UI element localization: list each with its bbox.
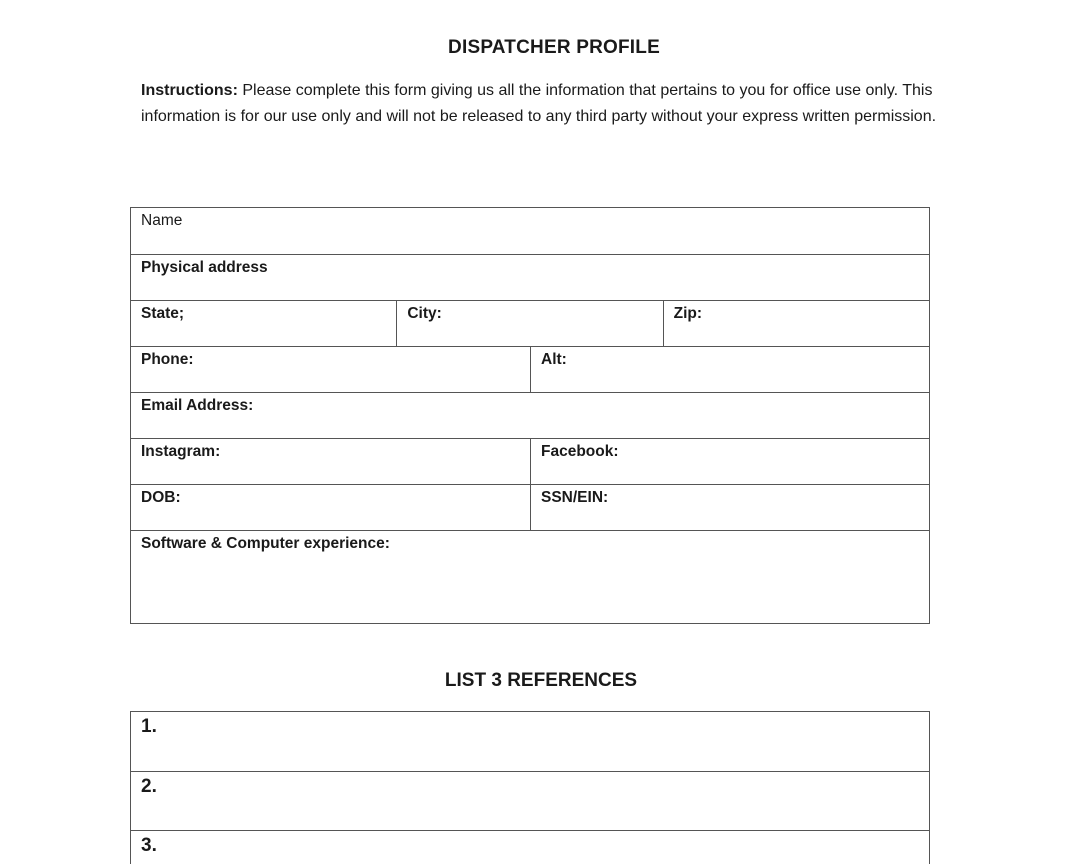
- city-field[interactable]: City:: [396, 301, 662, 346]
- reference-row-1[interactable]: 1.: [141, 716, 157, 737]
- name-row: [131, 208, 929, 254]
- references-table: [130, 711, 930, 864]
- instructions-text: Please complete this form giving us all the information that pertains to you for office use only. This information is for our use only and will not be released to any third party without your express written permission.: [141, 82, 937, 125]
- ssn-ein-field[interactable]: SSN/EIN:: [530, 485, 929, 530]
- phone-field[interactable]: Phone:: [141, 351, 194, 368]
- page-title: DISPATCHER PROFILE: [448, 37, 660, 58]
- profile-form-table: [130, 207, 930, 624]
- facebook-field[interactable]: Facebook:: [530, 439, 929, 484]
- instructions: [141, 78, 951, 129]
- state-field[interactable]: State;: [141, 305, 185, 322]
- reference-row-2[interactable]: 2.: [131, 771, 929, 830]
- physical-address-field[interactable]: Physical address: [141, 259, 268, 276]
- address-row: [131, 254, 929, 300]
- reference-row-3[interactable]: 3.: [131, 830, 929, 864]
- name-field[interactable]: Name: [141, 212, 183, 229]
- references-title: LIST 3 REFERENCES: [444, 670, 638, 691]
- instagram-field[interactable]: Instagram:: [141, 443, 221, 460]
- dob-field[interactable]: DOB:: [141, 489, 181, 506]
- alt-phone-field[interactable]: Alt:: [530, 347, 929, 392]
- software-experience-field[interactable]: Software & Computer experience:: [141, 535, 390, 552]
- identity-row: [131, 484, 929, 530]
- phone-row: [131, 346, 929, 392]
- email-row: [131, 392, 929, 438]
- experience-row: [131, 530, 929, 623]
- location-row: [131, 300, 929, 346]
- instructions-label: Instructions:: [141, 82, 238, 99]
- email-field[interactable]: Email Address:: [141, 397, 254, 414]
- social-row: [131, 438, 929, 484]
- zip-field[interactable]: Zip:: [663, 301, 929, 346]
